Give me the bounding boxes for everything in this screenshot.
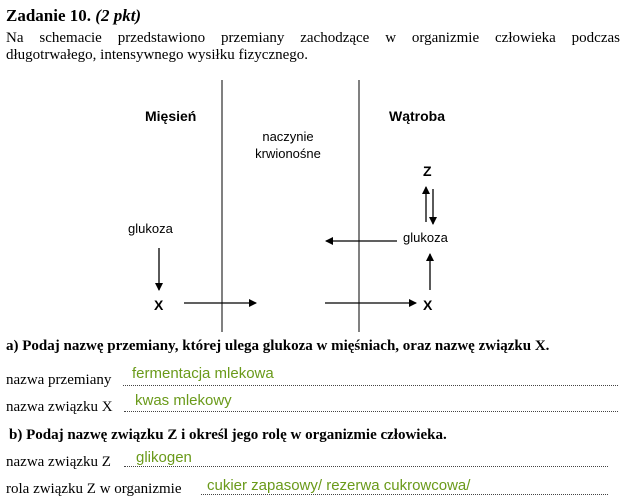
liver-label: Wątroba <box>389 108 445 124</box>
question-b-prompt: b) Podaj nazwę związku Z i określ jego rolę w organizmie człowieka. <box>9 427 447 443</box>
answer-line-b2 <box>201 494 608 495</box>
question-a-line1-label: nazwa przemiany <box>6 372 112 388</box>
glucose-liver-label: glukoza <box>403 230 448 245</box>
vessel-label-line1: naczynie <box>262 129 314 144</box>
answer-line-a2 <box>124 411 618 412</box>
question-a-prompt: a) Podaj nazwę przemiany, której ulega glukoza w mięśniach, oraz nazwę związku X. <box>6 338 550 354</box>
x-muscle-label: X <box>154 297 164 313</box>
answer-line-b1 <box>124 466 608 467</box>
intro-line-1: Na schemacie przedstawiono przemiany zachodzące w organizmie człowieka podczas <box>6 30 620 46</box>
question-b-line2-label: rola związku Z w organizmie <box>6 481 182 497</box>
muscle-label: Mięsień <box>145 108 197 124</box>
x-liver-label: X <box>423 297 433 313</box>
task-number: Zadanie 10. <box>6 6 92 25</box>
answer-a1: fermentacja mlekowa <box>132 365 274 382</box>
answer-b1: glikogen <box>136 449 192 466</box>
intro-line-2: długotrwałego, intensywnego wysiłku fizycznego. <box>6 47 309 63</box>
vessel-label-line2: krwionośne <box>255 146 321 161</box>
glucose-muscle-label: glukoza <box>128 221 173 236</box>
question-a-line2-label: nazwa związku X <box>6 399 113 415</box>
task-points: (2 pkt) <box>95 6 142 25</box>
answer-line-a1 <box>123 385 618 386</box>
answer-a2: kwas mlekowy <box>135 392 232 409</box>
question-b-line1-label: nazwa związku Z <box>6 454 111 470</box>
answer-b2: cukier zapasowy/ rezerwa cukrowcowa/ <box>207 477 471 494</box>
z-label: Z <box>423 163 432 179</box>
